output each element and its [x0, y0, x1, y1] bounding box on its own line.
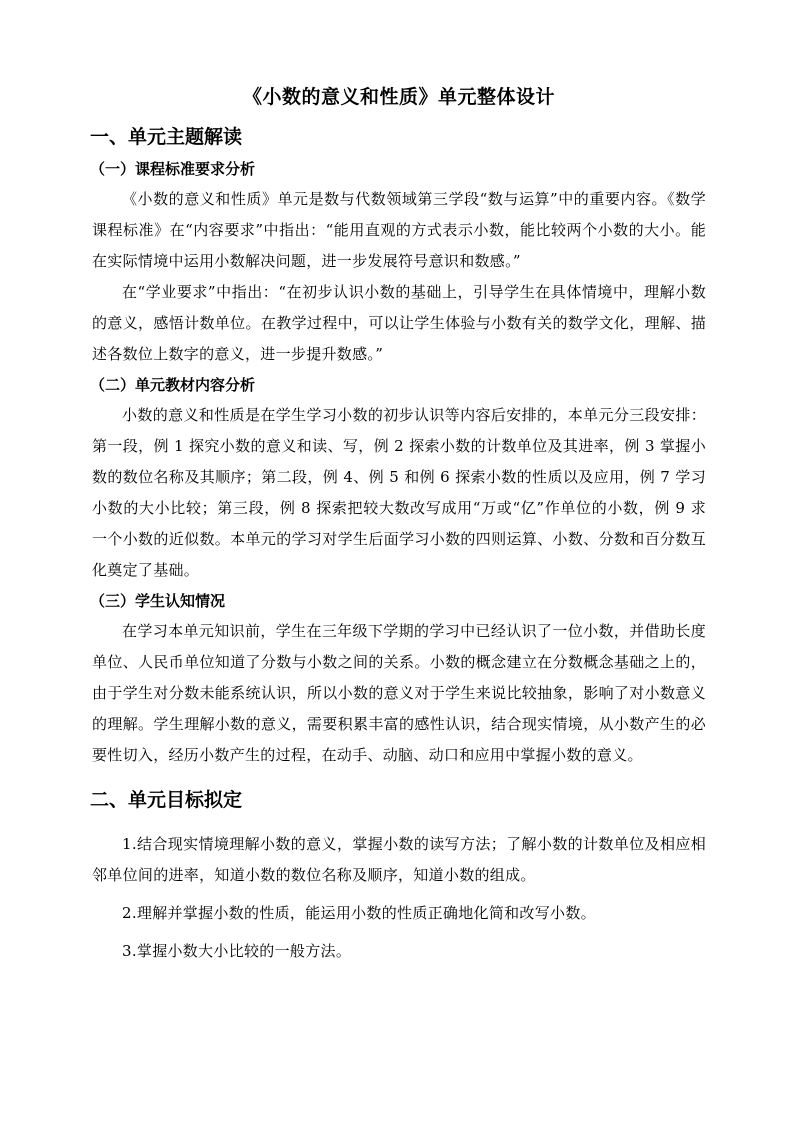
subsection-3-heading: （三）学生认知情况 — [90, 592, 226, 610]
subsection-1-heading: （一）课程标准要求分析 — [90, 160, 256, 178]
goal-item: 2.理解并掌握小数的性质，能运用小数的性质正确地化简和改写小数。 — [122, 904, 596, 922]
paragraph: 《小数的意义和性质》单元是数与代数领域第三学段“数与运算”中的重要内容。《数学课程标准》在“内容要求”中指出：“能用直观的方式表示小数，能比较两个小数的大小。能在实际情境中运用小数解决问题，进一步发展符号意识和数感。” — [92, 190, 706, 270]
document-title: 《小数的意义和性质》单元整体设计 — [242, 86, 555, 108]
section-1-heading: 一、单元主题解读 — [90, 126, 243, 148]
subsection-2-heading: （二）单元教材内容分析 — [90, 376, 256, 394]
paragraph: 小数的意义和性质是在学生学习小数的初步认识等内容后安排的，本单元分三段安排：第一段，例 1 探究小数的意义和读、写，例 2 探索小数的计数单位及其进率，例 3 掌握小数的数位名称及其顺序；第二段，例 4、例 5 和例 6 探索小数的性质以及应用，例 7 学习小数的大小比较；第三段，例 8 探索把较大数改写成用“万或“亿”作单位的小数，例 9 求一个小数的近似数。本单元的学习对学生后面学习小数的四则运算、小数、分数和百分数互化奠定了基础。 — [92, 406, 706, 579]
section-2-heading: 二、单元目标拟定 — [90, 789, 243, 811]
goal-item: 1.结合现实情境理解小数的意义，掌握小数的读写方法；了解小数的计数单位及相应相邻单位间的进率，知道小数的数位名称及顺序，知道小数的组成。 — [92, 835, 706, 884]
paragraph: 在学习本单元知识前，学生在三年级下学期的学习中已经认识了一位小数，并借助长度单位、人民币单位知道了分数与小数之间的关系。小数的概念建立在分数概念基础之上的，由于学生对分数未能系统认识，所以小数的意义对于学生来说比较抽象，影响了对小数意义的理解。学生理解小数的意义，需要积累丰富的感性认识，结合现实情境，从小数产生的必要性切入，经历小数产生的过程，在动手、动脑、动口和应用中掌握小数的意义。 — [92, 622, 706, 764]
paragraph: 在“学业要求”中指出：“在初步认识小数的基础上，引导学生在具体情境中，理解小数的意义，感悟计数单位。在教学过程中，可以让学生体验与小数有关的数学文化，理解、描述各数位上数字的意义，进一步提升数感。” — [92, 283, 706, 363]
goal-item: 3.掌握小数大小比较的一般方法。 — [122, 942, 352, 960]
